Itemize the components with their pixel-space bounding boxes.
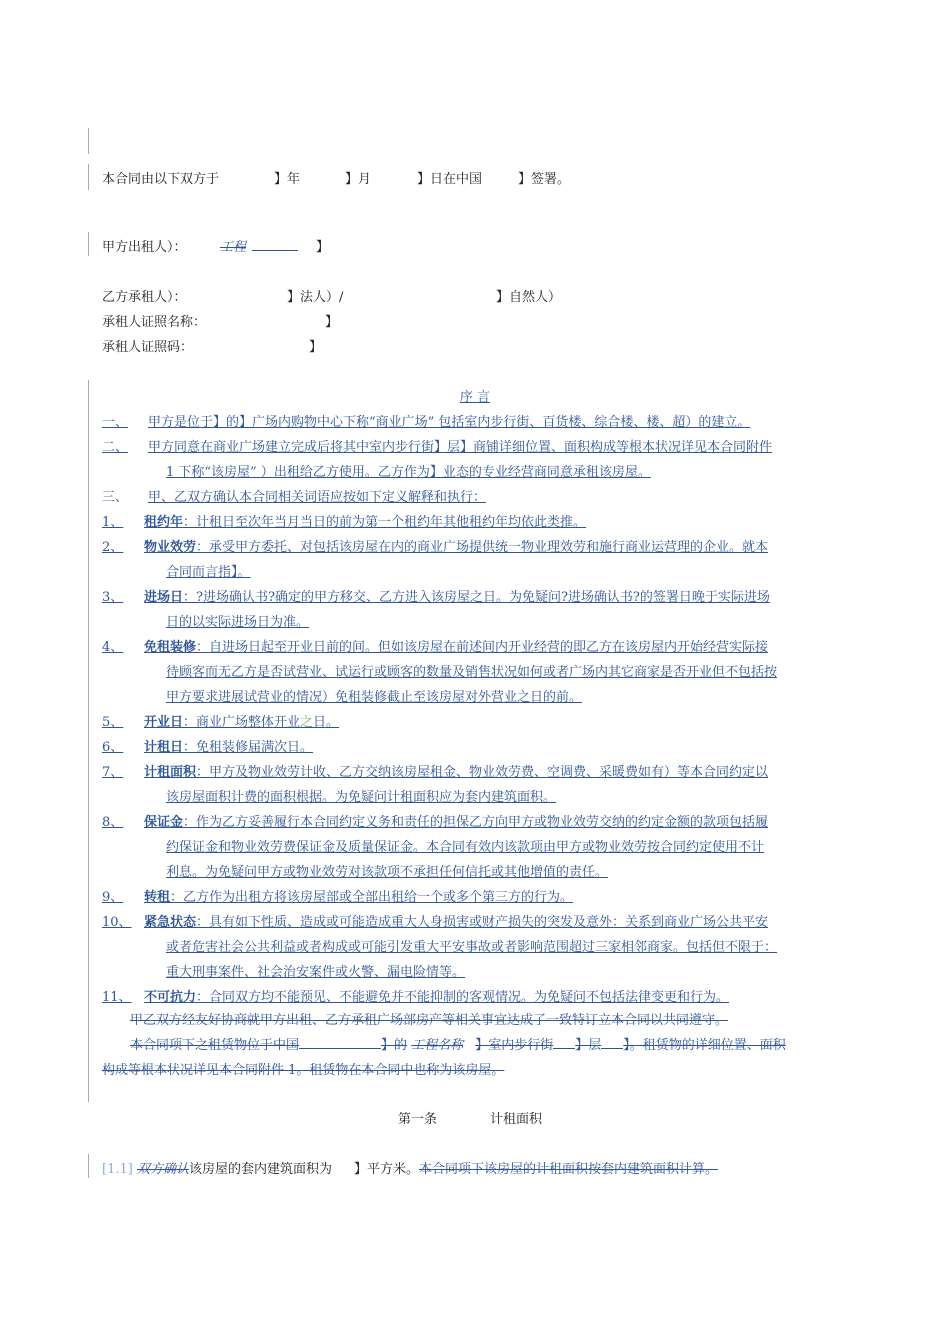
definition-term: 紧急状态 xyxy=(144,915,197,930)
definition-text: 计租面积：甲方及物业效劳计收、乙方交纳该房屋租金、物业效劳费、空调费、采暖费如有）等本合同约定以 xyxy=(144,765,769,780)
definition-term: 开业日 xyxy=(144,715,184,730)
margin-bar xyxy=(88,128,89,154)
preface-item-continuation: 1 下称“该房屋” ）出租给乙方使用。乙方作为】业态的专业经营商同意承租该房屋。 xyxy=(166,465,651,480)
clause-1-1: [1.1] 双方确认该房屋的套内建筑面积为 】平方米。本合同项下该房屋的计租面积按套内建筑面积计算。 xyxy=(102,1162,719,1177)
party-b-label: 乙方承租人）： xyxy=(102,290,187,305)
preface-item-text: 甲方是位于】的】广场内购物中心下称“商业广场” 包括室内步行街、百货楼、综合楼、楼、超）的建立。 xyxy=(148,415,751,430)
definition-continuation: 该房屋面积计费的面积根据。为免疑问计租面积应为套内建筑面积。 xyxy=(166,790,557,805)
preface-item-number: 三、 xyxy=(102,490,129,505)
margin-bar xyxy=(88,164,89,190)
intro-month: 】月 xyxy=(345,172,372,187)
intro-signed: 】签署。 xyxy=(518,172,571,187)
definition-continuation: 约保证金和物业效劳费保证金及质量保证金。本合同有效内该款项由甲方或物业效劳按合同约定使用不计 xyxy=(166,840,765,855)
definition-term: 免租装修 xyxy=(144,640,197,655)
preface-item-number: 二、 xyxy=(102,440,129,455)
intro-text: 本合同由以下双方于 xyxy=(102,172,220,187)
definition-number: 3、 xyxy=(102,590,124,605)
party-b-natural: 】自然人） xyxy=(496,290,562,305)
intro-day: 】日在中国 xyxy=(417,172,483,187)
party-a-label: 甲方出租人）： xyxy=(102,240,187,255)
definition-text: 租约年：计租日至次年当月当日的前为第一个租约年其他租约年均依此类推。 xyxy=(144,515,587,530)
cert-name-label: 承租人证照名称： xyxy=(102,315,207,330)
definition-term: 计租日 xyxy=(144,740,184,755)
struck-paragraph-1: 甲乙双方经友好协商就甲方出租、乙方承租广场部房产等相关事宜达成了一致特订立本合同以共同遵守。 xyxy=(130,1013,729,1028)
definition-continuation: 甲方要求进展试营业的情况）免租装修截止至该房屋对外营业之日的前。 xyxy=(166,690,583,705)
party-a-close: 】 xyxy=(316,240,330,255)
definition-continuation: 或者危害社会公共利益或者构成或可能引发重大平安事故或者影响范围超过三家相邻商家。包括但不限于： xyxy=(166,940,778,955)
cert-no-label: 承租人证照码： xyxy=(102,340,194,355)
intro-year: 】年 xyxy=(274,172,301,187)
definition-term: 物业效劳 xyxy=(144,540,197,555)
definition-text: 免租装修：自进场日起至开业日前的间。但如该房屋在前述间内开业经营的即乙方在该房屋内开始经营实际接 xyxy=(144,640,769,655)
definition-text: 进场日：?进场确认书?确定的甲方移交、乙方进入该房屋之日。为免疑问?进场确认书?的签署日晚于实际进场 xyxy=(144,590,770,605)
definition-number: 9、 xyxy=(102,890,124,905)
definition-number: 6、 xyxy=(102,740,124,755)
definition-number: 11、 xyxy=(102,990,132,1005)
definition-number: 2、 xyxy=(102,540,124,555)
definition-number: 5、 xyxy=(102,715,124,730)
definition-term: 保证金 xyxy=(144,815,184,830)
definition-continuation: 利息。为免疑问甲方或物业效劳对该款项不承担任何信托或其他增值的责任。 xyxy=(166,865,609,880)
definition-continuation: 重大刑事案件、社会治安案件或火警、漏电险情等。 xyxy=(166,965,466,980)
definition-number: 10、 xyxy=(102,915,132,930)
definition-term: 不可抗力 xyxy=(144,990,197,1005)
definition-text: 转租：乙方作为出租方将该房屋部或全部出租给一个或多个第三方的行为。 xyxy=(144,890,574,905)
definition-text: 计租日：免租装修届满次日。 xyxy=(144,740,314,755)
party-a-underline xyxy=(252,250,298,251)
party-b-legal: 】法人）/ xyxy=(287,290,344,305)
definition-text: 物业效劳：承受甲方委托、对包括该房屋在内的商业广场提供统一物业理效劳和施行商业运营理的企业。就本 xyxy=(144,540,769,555)
margin-bar xyxy=(88,1154,89,1178)
cert-name-close: 】 xyxy=(325,315,339,330)
definition-text: 紧急状态：具有如下性质、造成或可能造成重大人身损害或财产损失的突发及意外：关系到商业广场公共平安 xyxy=(144,915,769,930)
preface-item-number: 一、 xyxy=(102,415,129,430)
definition-text: 不可抗力：合同双方均不能预见、不能避免并不能抑制的客观情况。为免疑问不包括法律变更和行为。 xyxy=(144,990,730,1005)
preface-title: 序 言 xyxy=(459,390,491,405)
definition-continuation: 待顾客而无乙方是否试营业、试运行或顾客的数量及销售状况如何或者广场内其它商家是否开业但不包括按 xyxy=(166,665,778,680)
struck-paragraph-2: 本合同项下之租赁物位于中国 】的 工程名称 】室内步行街 】层 】。租赁物的详细位置、面积 xyxy=(130,1038,786,1053)
definition-number: 7、 xyxy=(102,765,124,780)
preface-item-text: 甲方同意在商业广场建立完成后将其中室内步行街】层】商铺详细位置、面积构成等根本状况详见本合同附件 xyxy=(148,440,773,455)
definition-text: 保证金：作为乙方妥善履行本合同约定义务和责任的担保乙方向甲方或物业效劳交纳的约定金额的款项包括履 xyxy=(144,815,769,830)
definition-continuation: 合同而言指】。 xyxy=(166,565,251,580)
definition-continuation: 日的以实际进场日为准。 xyxy=(166,615,310,630)
article-number: 第一条 xyxy=(398,1112,438,1127)
struck-paragraph-3: 构成等根本状况详见本合同附件 1。租赁物在本合同中也称为该房屋。 xyxy=(102,1063,505,1078)
definition-term: 进场日 xyxy=(144,590,184,605)
definition-term: 租约年 xyxy=(144,515,184,530)
margin-bar xyxy=(88,232,89,256)
margin-bar xyxy=(88,380,89,1102)
article-title: 计租面积 xyxy=(490,1112,543,1127)
preface-item-text: 甲、乙双方确认本合同相关词语应按如下定义解释和执行： xyxy=(148,490,487,505)
definition-text: 开业日：商业广场整体开业之日。 xyxy=(144,715,340,730)
definition-number: 4、 xyxy=(102,640,124,655)
definition-term: 转租 xyxy=(144,890,171,905)
party-a-value: 工程 xyxy=(220,240,247,255)
cert-no-close: 】 xyxy=(309,340,323,355)
definition-term: 计租面积 xyxy=(144,765,197,780)
definition-number: 1、 xyxy=(102,515,124,530)
definition-number: 8、 xyxy=(102,815,124,830)
